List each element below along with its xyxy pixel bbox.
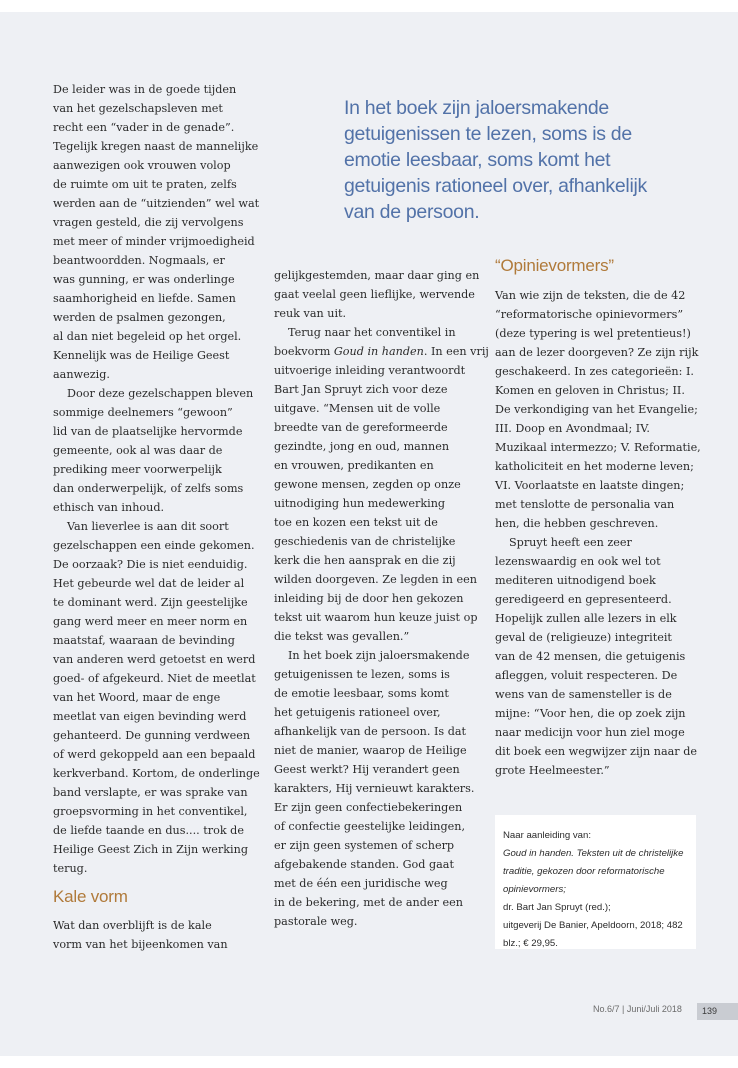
source-editor: dr. Bart Jan Spruyt (red.);: [503, 902, 611, 913]
source-title-line: [503, 845, 689, 863]
column-2: [274, 266, 489, 931]
text-line: Van lieverlee is aan dit soort: [67, 520, 229, 533]
text-line: De leider was in de goede tijden: [53, 83, 237, 96]
text-line: reuk van uit.: [274, 307, 347, 320]
pull-quote-line: van de persoon.: [344, 201, 480, 223]
text-line: (deze typering is wel pretentieus!): [495, 327, 691, 340]
pull-quote-line: In het boek zijn jaloersmakende: [344, 97, 609, 119]
text-line: kerkverband. Kortom, de onderlinge: [53, 767, 260, 780]
section-heading-opinievormers: “Opinievormers”: [495, 256, 614, 275]
text-line: Heilige Geest Zich in Zijn werking: [53, 843, 248, 856]
text-line: Spruyt heeft een zeer: [509, 536, 632, 549]
text-line: mediteren uitnodigend boek: [495, 574, 656, 587]
text-line: in de bekering, met de ander een: [274, 896, 463, 909]
text-line: werden aan de “uitzienden” wel wat: [53, 197, 260, 210]
source-publisher: uitgeverij De Banier, Apeldoorn, 2018; 482: [503, 920, 683, 931]
text-line: het getuigenis rationeel over,: [274, 706, 441, 719]
text-line: tekst uit waarom hun keuze juist op: [274, 611, 478, 624]
text-line: groepsvorming in het conventikel,: [53, 805, 248, 818]
text-line: vorm van het bijeenkomen van: [53, 938, 228, 951]
text-line: met de één een juridische weg: [274, 877, 448, 890]
text-line: die tekst was gevallen.”: [274, 630, 410, 643]
text-line: dan onderwerpelijk, of zelfs soms: [53, 482, 244, 495]
text-line: inleiding bij de door hen gekozen: [274, 592, 464, 605]
text-line: de liefde taande en dus.... trok de: [53, 824, 244, 837]
text-line: III. Doop en Avondmaal; IV.: [495, 422, 650, 435]
text-line: met tenslotte de personalia van: [495, 498, 675, 511]
text-line: goed- of afgekeurd. Niet de meetlat: [53, 672, 256, 685]
text-line: geschiedenis van de christelijke: [274, 535, 456, 548]
source-box: [495, 815, 696, 949]
text-line: sommige deelnemers “gewoon”: [53, 406, 233, 419]
page-number: 139: [697, 1003, 738, 1020]
column-1: [53, 80, 259, 878]
text-line: aan de lezer doorgeven? Ze zijn rijk: [495, 346, 699, 359]
text-line: Bart Jan Spruyt zich voor deze: [274, 383, 448, 396]
text-line: of werd gekoppeld aan een bepaald: [53, 748, 256, 761]
text-line: gezindte, jong en oud, mannen: [274, 440, 450, 453]
book-title: Goud in handen: [333, 345, 424, 358]
text-line: gang werd meer en meer norm en: [53, 615, 248, 628]
text-line: er zijn geen systemen of scherp: [274, 839, 455, 852]
text-line: gewone mensen, zegden op onze: [274, 478, 461, 491]
text-line: te dominant werd. Zijn geestelijke: [53, 596, 248, 609]
text-line: uitnodiging hun medewerking: [274, 497, 446, 510]
text-line: Wat dan overblijft is de kale: [53, 919, 212, 932]
text-line: aanwezigen ook vrouwen volop: [53, 159, 231, 172]
text-line: De verkondiging van het Evangelie;: [495, 403, 698, 416]
book-title-fragment: opinievormers;: [503, 884, 566, 895]
text-line: afgebakende standen. God gaat: [274, 858, 454, 871]
book-title-fragment: traditie, gekozen door reformatorische: [503, 866, 665, 877]
text-line: terug.: [53, 862, 88, 875]
text-line: getuigenissen te lezen, soms is: [274, 668, 450, 681]
text-line: karakters, Hij vernieuwt karakters.: [274, 782, 475, 795]
text-line: al dan niet begeleid op het orgel.: [53, 330, 242, 343]
text-line: gelijkgestemden, maar daar ging en: [274, 269, 480, 282]
text-line: geval de (religieuze) integriteit: [495, 631, 672, 644]
text-line: kerk die hen aansprak en die zij: [274, 554, 456, 567]
column-1-continued: [53, 916, 259, 954]
text-line: was gunning, er was onderlinge: [53, 273, 235, 286]
text-line: maatstaf, waaraan de bevinding: [53, 634, 235, 647]
text-line: aanwezig.: [53, 368, 110, 381]
source-title-line: [503, 881, 689, 917]
text-line: beantwoordden. Nogmaals, er: [53, 254, 225, 267]
text-line: gehanteerd. De gunning verdween: [53, 729, 251, 742]
text-line: en vrouwen, predikanten en: [274, 459, 434, 472]
text-line: dit boek een wegwijzer zijn naar de: [495, 745, 697, 758]
text-line: of confectie geestelijke leidingen,: [274, 820, 466, 833]
text-line: Hopelijk zullen alle lezers in elk: [495, 612, 677, 625]
text-line: Van wie zijn de teksten, die de 42: [495, 289, 686, 302]
text-line: Er zijn geen confectiebekeringen: [274, 801, 463, 814]
text-line: afleggen, voluit respecteren. De: [495, 669, 678, 682]
text-line: Komen en geloven in Christus; II.: [495, 384, 685, 397]
text-line: saamhorigheid en liefde. Samen: [53, 292, 236, 305]
text-line: grote Heelmeester.”: [495, 764, 610, 777]
text-line: prediking meer voorwerpelijk: [53, 463, 222, 476]
text-fragment: boekvorm: [274, 345, 331, 358]
text-line: “reformatorische opinievormers”: [495, 308, 684, 321]
text-line: werden de psalmen gezongen,: [53, 311, 226, 324]
text-line: naar medicijn voor hun ziel moge: [495, 726, 685, 739]
pull-quote: [344, 95, 664, 225]
text-line: toe en kozen een tekst uit de: [274, 516, 438, 529]
text-line: gemeente, ook al was daar de: [53, 444, 223, 457]
text-line: hen, die hebben geschreven.: [495, 517, 659, 530]
text-line: band verslapte, er was sprake van: [53, 786, 248, 799]
pull-quote-line: getuigenissen te lezen, soms is de: [344, 123, 632, 145]
source-intro: Naar aanleiding van:: [503, 830, 592, 841]
book-title-fragment: Goud in handen. Teksten uit de christelijke: [503, 848, 684, 859]
source-price: blz.; € 29,95.: [503, 938, 558, 949]
text-line: gaat veelal geen lieflijke, wervende: [274, 288, 475, 301]
text-line: vragen gesteld, die zij vervolgens: [53, 216, 244, 229]
text-line: de emotie leesbaar, soms komt: [274, 687, 449, 700]
text-line: gezelschappen een einde gekomen.: [53, 539, 255, 552]
text-line: van het Woord, maar de enge: [53, 691, 221, 704]
text-line: lezenswaardig en ook wel tot: [495, 555, 661, 568]
text-line: VI. Voorlaatste en laatste dingen;: [495, 479, 685, 492]
source-title-line: [503, 863, 689, 881]
text-fragment: . In een vrij: [423, 345, 489, 358]
text-line: van de 42 mensen, die getuigenis: [495, 650, 686, 663]
text-line: pastorale weg.: [274, 915, 358, 928]
text-line: mijne: “Voor hen, die op zoek zijn: [495, 707, 686, 720]
text-line: Tegelijk kregen naast de mannelijke: [53, 140, 259, 153]
text-line: de ruimte om uit te praten, zelfs: [53, 178, 237, 191]
text-line: Terug naar het conventikel in: [288, 326, 456, 339]
text-line: De oorzaak? Die is niet eenduidig.: [53, 558, 248, 571]
pull-quote-line: getuigenis rationeel over, afhankelijk: [344, 175, 647, 197]
section-heading-kale-vorm: Kale vorm: [53, 887, 128, 906]
text-line: geschakeerd. In zes categorieën: I.: [495, 365, 694, 378]
text-line: uitvoerige inleiding verantwoordt: [274, 364, 466, 377]
text-line: uitgave. “Mensen uit de volle: [274, 402, 441, 415]
text-line: Het gebeurde wel dat de leider al: [53, 577, 245, 590]
text-line: lid van de plaatselijke hervormde: [53, 425, 243, 438]
text-line: katholiciteit en het moderne leven;: [495, 460, 694, 473]
text-line: van anderen werd getoetst en werd: [53, 653, 256, 666]
text-line: In het boek zijn jaloersmakende: [288, 649, 470, 662]
text-line: geredigeerd en gepresenteerd.: [495, 593, 672, 606]
text-line: ethisch van inhoud.: [53, 501, 165, 514]
column-3: [495, 286, 700, 780]
text-line: meetlat van eigen bevinding werd: [53, 710, 247, 723]
text-line: Door deze gezelschappen bleven: [67, 387, 254, 400]
pull-quote-line: emotie leesbaar, soms komt het: [344, 149, 611, 171]
text-line: met meer of minder vrijmoedigheid: [53, 235, 255, 248]
text-line: van het gezelschapsleven met: [53, 102, 223, 115]
text-line: Kennelijk was de Heilige Geest: [53, 349, 230, 362]
issue-info: No.6/7 | Juni/Juli 2018: [593, 1004, 682, 1014]
text-line: wens van de samensteller is de: [495, 688, 672, 701]
text-line: breedte van de gereformeerde: [274, 421, 448, 434]
text-line: Geest werkt? Hij verandert geen: [274, 763, 460, 776]
text-line: wilden doorgeven. Ze legden in een: [274, 573, 477, 586]
text-line: recht een “vader in de genade”.: [53, 121, 235, 134]
text-line: Muzikaal intermezzo; V. Reformatie,: [495, 441, 701, 454]
text-line: niet de manier, waarop de Heilige: [274, 744, 467, 757]
text-line: [274, 342, 489, 361]
text-line: afhankelijk van de persoon. Is dat: [274, 725, 467, 738]
